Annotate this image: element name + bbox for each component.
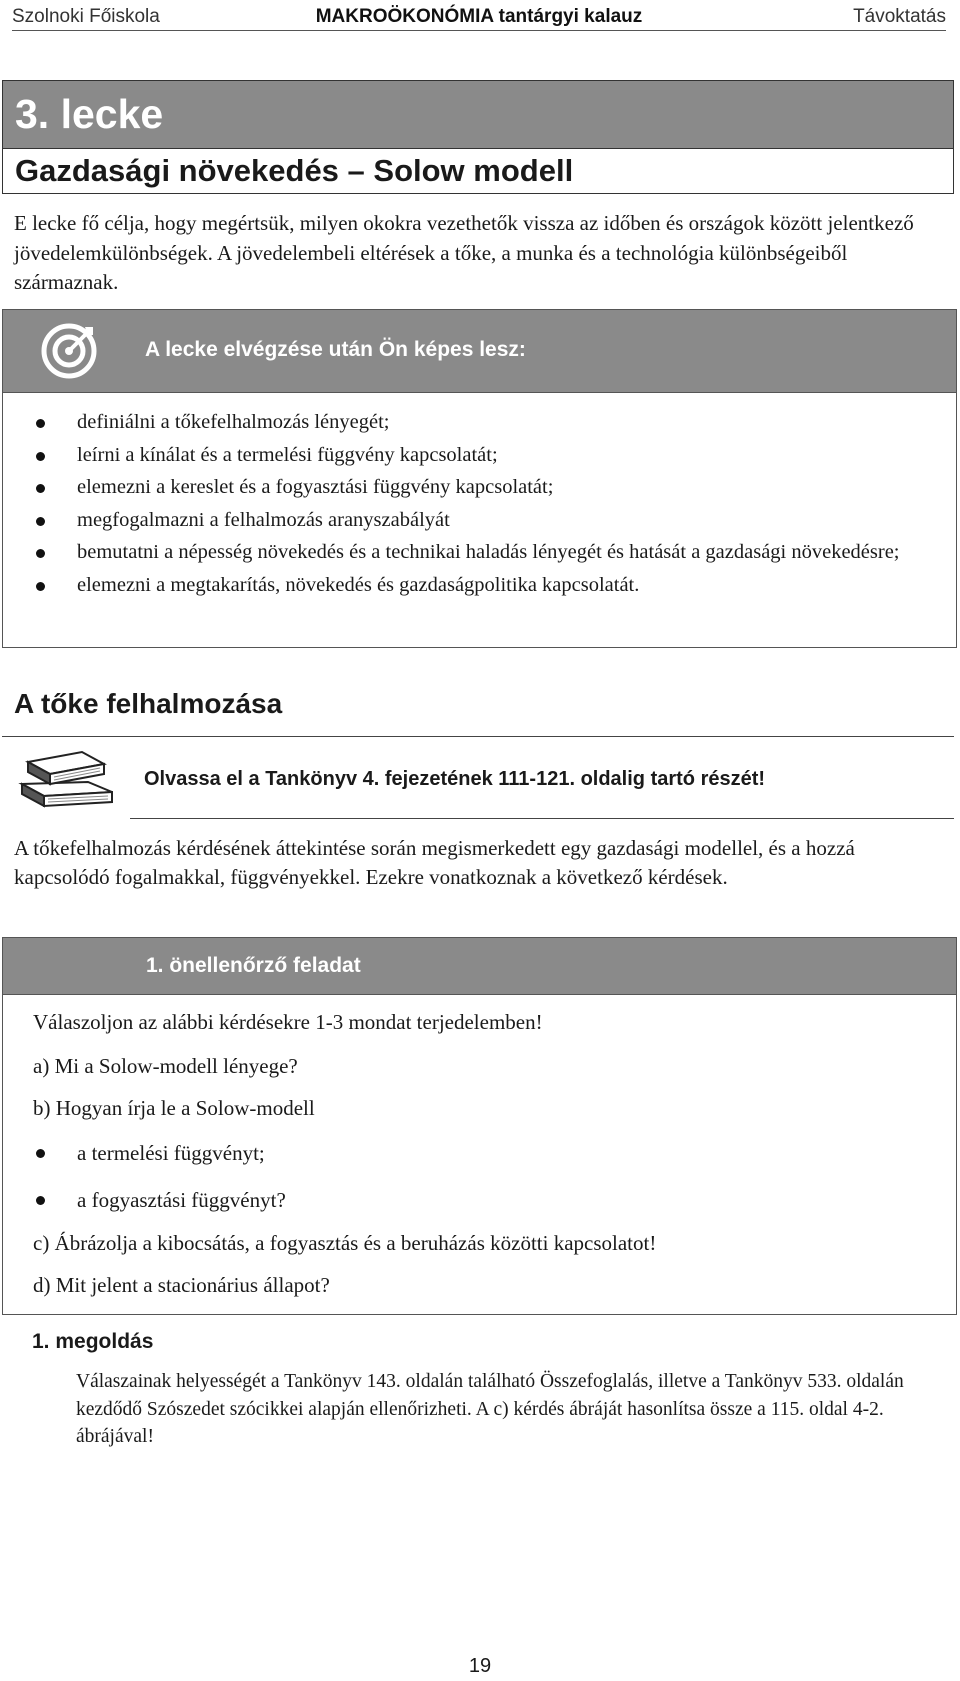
solution-text: Válaszainak helyességét a Tankönyv 143. oldalán található Összefoglalás, illetve a Tankönyv 533. oldalán kezdődő Szószedet szócikkei alapján ellenőrizheti. A c) kérdés ábráját hasonlítsa össze a 115. oldal 4-2. ábrájával! bbox=[76, 1371, 904, 1447]
bullet bbox=[36, 1196, 45, 1205]
bullet bbox=[36, 1149, 45, 1158]
lesson-title: Gazdasági növekedés – Solow modell bbox=[2, 149, 954, 194]
exercise-heading: 1. önellenőrző feladat bbox=[146, 954, 361, 977]
target-icon bbox=[41, 323, 97, 379]
question-b-item: a fogyasztási függvényt? bbox=[77, 1188, 286, 1212]
question-b: b) Hogyan írja le a Solow-modell bbox=[33, 1096, 315, 1120]
header-course-title: MAKROÖKONÓMIA tantárgyi kalauz bbox=[315, 6, 643, 27]
question-b-item: a termelési függvényt; bbox=[77, 1141, 265, 1165]
objectives-box bbox=[2, 309, 957, 648]
objectives-list bbox=[3, 406, 956, 601]
list-item: megfogalmazni a felhalmozás aranyszabályát bbox=[3, 504, 956, 537]
lesson-intro: E lecke fő célja, hogy megértsük, milyen okokra vezethetők vissza az időben és országok között jelentkező jövedelemkülönbségek. A jövedelembeli eltérések a tőke, a munka és a technológia különbségeiből származnak. bbox=[14, 211, 914, 294]
running-header bbox=[12, 4, 946, 31]
solution-heading: 1. megoldás bbox=[32, 1330, 154, 1353]
list-item: bemutatni a népesség növekedés és a technikai haladás lényegét és hatását a gazdasági növekedésre; bbox=[3, 536, 956, 569]
question-d: d) Mit jelent a stacionárius állapot? bbox=[33, 1273, 330, 1297]
exercise-header bbox=[3, 938, 956, 995]
page-number: 19 bbox=[468, 1655, 492, 1677]
exercise-instruction: Válaszoljon az alábbi kérdésekre 1-3 mondat terjedelemben! bbox=[33, 1010, 543, 1034]
list-item: elemezni a kereslet és a fogyasztási függvény kapcsolatát; bbox=[3, 471, 956, 504]
lesson-title-block bbox=[2, 80, 954, 194]
divider bbox=[2, 736, 954, 737]
reading-instruction: Olvassa el a Tankönyv 4. fejezetének 111-121. oldalig tartó részét! bbox=[144, 768, 766, 790]
list-item: leírni a kínálat és a termelési függvény kapcsolatát; bbox=[3, 439, 956, 472]
header-institution: Szolnoki Főiskola bbox=[12, 6, 160, 27]
lesson-number: 3. lecke bbox=[2, 80, 954, 149]
question-a: a) Mi a Solow-modell lényege? bbox=[33, 1054, 298, 1078]
book-icon bbox=[18, 748, 118, 808]
divider bbox=[130, 818, 954, 819]
list-item: definiálni a tőkefelhalmozás lényegét; bbox=[3, 406, 956, 439]
objectives-heading: A lecke elvégzése után Ön képes lesz: bbox=[145, 338, 526, 361]
list-item: elemezni a megtakarítás, növekedés és gazdaságpolitika kapcsolatát. bbox=[3, 569, 956, 602]
question-c: c) Ábrázolja a kibocsátás, a fogyasztás és a beruházás közötti kapcsolatot! bbox=[33, 1231, 657, 1255]
section-heading: A tőke felhalmozása bbox=[14, 688, 283, 719]
header-mode: Távoktatás bbox=[853, 6, 946, 27]
section-body: A tőkefelhalmozás kérdésének áttekintése során megismerkedett egy gazdasági modellel, és a hozzá kapcsolódó fogalmakkal, függvényekkel. Ezekre vonatkoznak a következő kérdések. bbox=[14, 836, 855, 889]
exercise-box bbox=[2, 937, 957, 1315]
objectives-header bbox=[3, 310, 956, 393]
